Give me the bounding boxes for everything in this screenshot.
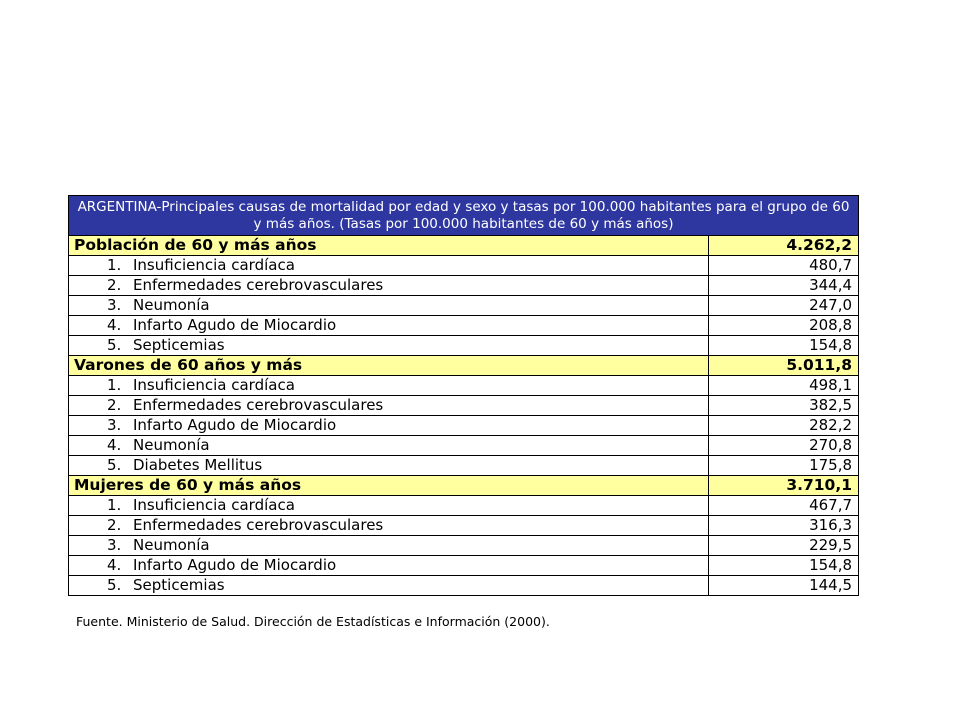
table-row <box>69 316 859 336</box>
cause-name: Diabetes Mellitus <box>133 456 263 474</box>
table-row <box>69 556 859 576</box>
group-rate: 5.011,8 <box>709 356 859 376</box>
cause-name: Septicemias <box>133 576 225 594</box>
cause-rank: 3. <box>107 416 122 434</box>
cause-cell <box>69 536 709 556</box>
cause-rate: 144,5 <box>709 576 859 596</box>
source-note: Fuente. Ministerio de Salud. Dirección de Estadísticas e Información (2000). <box>76 614 550 629</box>
cause-rate: 282,2 <box>709 416 859 436</box>
cause-cell <box>69 416 709 436</box>
table-row <box>69 416 859 436</box>
group-row <box>69 356 859 376</box>
table-row <box>69 296 859 316</box>
cause-rate: 247,0 <box>709 296 859 316</box>
cause-rank: 5. <box>107 336 122 354</box>
mortality-table <box>68 195 859 596</box>
cause-rank: 4. <box>107 436 122 454</box>
table-title: ARGENTINA-Principales causas de mortalidad por edad y sexo y tasas por 100.000 habitantes para el grupo de 60 y más años. (Tasas por 100.000 habitantes de 60 y más años) <box>69 196 859 236</box>
table-row <box>69 376 859 396</box>
table-row <box>69 456 859 476</box>
mortality-table-container <box>68 195 858 596</box>
cause-rank: 4. <box>107 316 122 334</box>
cause-rate: 498,1 <box>709 376 859 396</box>
group-rate: 4.262,2 <box>709 236 859 256</box>
cause-rank: 5. <box>107 576 122 594</box>
cause-cell <box>69 576 709 596</box>
cause-name: Neumonía <box>133 536 210 554</box>
cause-rate: 480,7 <box>709 256 859 276</box>
cause-name: Neumonía <box>133 296 210 314</box>
cause-rank: 3. <box>107 296 122 314</box>
cause-rank: 1. <box>107 496 122 514</box>
group-label: Población de 60 y más años <box>69 236 709 256</box>
cause-cell <box>69 376 709 396</box>
cause-cell <box>69 396 709 416</box>
cause-rate: 229,5 <box>709 536 859 556</box>
cause-cell <box>69 316 709 336</box>
cause-rate: 344,4 <box>709 276 859 296</box>
cause-rank: 2. <box>107 516 122 534</box>
cause-rate: 270,8 <box>709 436 859 456</box>
cause-rank: 1. <box>107 256 122 274</box>
group-label: Mujeres de 60 y más años <box>69 476 709 496</box>
group-row <box>69 236 859 256</box>
cause-cell <box>69 516 709 536</box>
cause-name: Infarto Agudo de Miocardio <box>133 416 337 434</box>
cause-rank: 3. <box>107 536 122 554</box>
cause-rate: 154,8 <box>709 336 859 356</box>
cause-rank: 1. <box>107 376 122 394</box>
cause-rate: 382,5 <box>709 396 859 416</box>
cause-cell <box>69 296 709 316</box>
cause-rank: 2. <box>107 276 122 294</box>
cause-name: Insuficiencia cardíaca <box>133 256 295 274</box>
cause-rate: 175,8 <box>709 456 859 476</box>
cause-name: Infarto Agudo de Miocardio <box>133 316 337 334</box>
table-row <box>69 276 859 296</box>
cause-rank: 4. <box>107 556 122 574</box>
cause-cell <box>69 556 709 576</box>
cause-cell <box>69 276 709 296</box>
cause-cell <box>69 256 709 276</box>
cause-rate: 467,7 <box>709 496 859 516</box>
cause-rank: 5. <box>107 456 122 474</box>
cause-rate: 154,8 <box>709 556 859 576</box>
cause-name: Enfermedades cerebrovasculares <box>133 396 384 414</box>
group-label: Varones de 60 años y más <box>69 356 709 376</box>
table-row <box>69 336 859 356</box>
cause-cell <box>69 496 709 516</box>
cause-name: Enfermedades cerebrovasculares <box>133 276 384 294</box>
table-row <box>69 396 859 416</box>
cause-cell <box>69 336 709 356</box>
table-row <box>69 516 859 536</box>
cause-rate: 208,8 <box>709 316 859 336</box>
group-row <box>69 476 859 496</box>
cause-name: Insuficiencia cardíaca <box>133 376 295 394</box>
cause-name: Infarto Agudo de Miocardio <box>133 556 337 574</box>
table-row <box>69 536 859 556</box>
group-rate: 3.710,1 <box>709 476 859 496</box>
cause-rank: 2. <box>107 396 122 414</box>
cause-name: Neumonía <box>133 436 210 454</box>
table-row <box>69 436 859 456</box>
cause-name: Septicemias <box>133 336 225 354</box>
cause-cell <box>69 436 709 456</box>
cause-rate: 316,3 <box>709 516 859 536</box>
cause-cell <box>69 456 709 476</box>
cause-name: Enfermedades cerebrovasculares <box>133 516 384 534</box>
table-title-row <box>69 196 859 236</box>
mortality-table-body <box>69 196 859 596</box>
table-row <box>69 256 859 276</box>
table-row <box>69 576 859 596</box>
cause-name: Insuficiencia cardíaca <box>133 496 295 514</box>
table-row <box>69 496 859 516</box>
